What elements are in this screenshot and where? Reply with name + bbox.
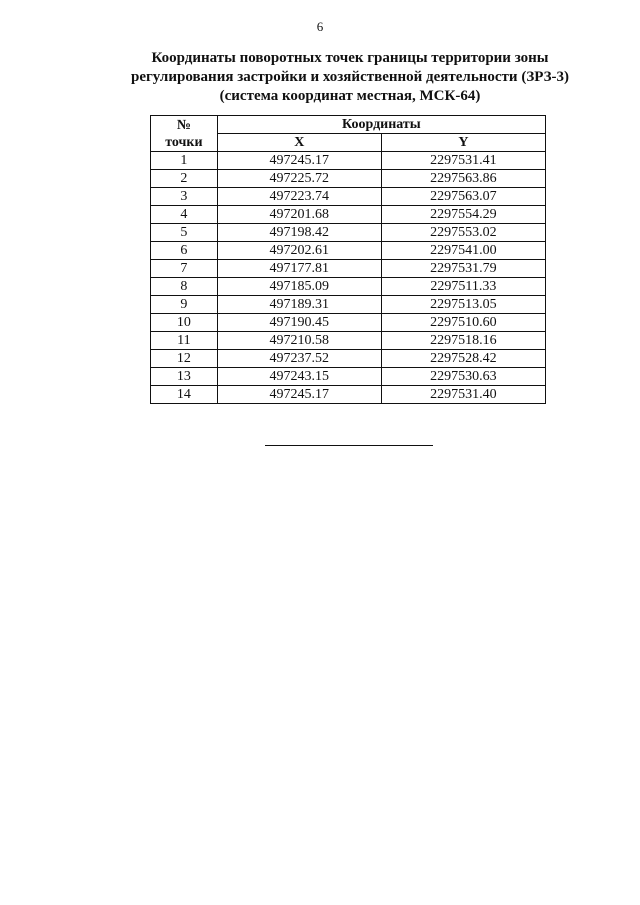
cell-y: 2297510.60 [381, 314, 545, 332]
cell-x: 497177.81 [217, 260, 381, 278]
cell-y: 2297563.07 [381, 188, 545, 206]
title-line-3: (система координат местная, МСК-64) [219, 88, 481, 104]
title-line-1: Координаты поворотных точек границы территории зоны [151, 50, 549, 66]
header-coordinates: Координаты [217, 116, 545, 134]
cell-point-number: 5 [151, 224, 218, 242]
cell-x: 497210.58 [217, 332, 381, 350]
cell-point-number: 2 [151, 170, 218, 188]
table-row [151, 188, 546, 206]
cell-point-number: 11 [151, 332, 218, 350]
cell-y: 2297541.00 [381, 242, 545, 260]
table-body [151, 152, 546, 404]
cell-y: 2297553.02 [381, 224, 545, 242]
table-row [151, 350, 546, 368]
coordinates-table [150, 115, 546, 404]
table-row [151, 278, 546, 296]
cell-point-number: 6 [151, 242, 218, 260]
table-row [151, 152, 546, 170]
cell-x: 497190.45 [217, 314, 381, 332]
table-row [151, 242, 546, 260]
cell-x: 497245.17 [217, 152, 381, 170]
cell-point-number: 12 [151, 350, 218, 368]
table-row [151, 314, 546, 332]
cell-x: 497237.52 [217, 350, 381, 368]
table-header-row [151, 116, 546, 134]
cell-y: 2297531.41 [381, 152, 545, 170]
table-row [151, 260, 546, 278]
cell-point-number: 4 [151, 206, 218, 224]
header-point-number [151, 116, 218, 152]
table-row [151, 368, 546, 386]
cell-point-number: 9 [151, 296, 218, 314]
cell-x: 497223.74 [217, 188, 381, 206]
cell-point-number: 8 [151, 278, 218, 296]
header-point-number-line2: точки [165, 134, 203, 150]
page-number: 6 [316, 19, 324, 34]
header-x: X [217, 134, 381, 152]
table-row [151, 332, 546, 350]
cell-point-number: 3 [151, 188, 218, 206]
cell-point-number: 13 [151, 368, 218, 386]
cell-y: 2297530.63 [381, 368, 545, 386]
table-row [151, 170, 546, 188]
cell-x: 497202.61 [217, 242, 381, 260]
table-row [151, 206, 546, 224]
title-line-2: регулирования застройки и хозяйственной деятельности (ЗРЗ-3) [130, 69, 569, 85]
cell-y: 2297518.16 [381, 332, 545, 350]
cell-point-number: 7 [151, 260, 218, 278]
cell-x: 497185.09 [217, 278, 381, 296]
cell-y: 2297531.79 [381, 260, 545, 278]
table-row [151, 386, 546, 404]
cell-x: 497225.72 [217, 170, 381, 188]
cell-point-number: 1 [151, 152, 218, 170]
cell-y: 2297554.29 [381, 206, 545, 224]
cell-x: 497243.15 [217, 368, 381, 386]
table-row [151, 296, 546, 314]
cell-y: 2297531.40 [381, 386, 545, 404]
cell-x: 497189.31 [217, 296, 381, 314]
end-rule-line [265, 445, 433, 446]
header-y: Y [381, 134, 545, 152]
header-point-number-line1: № [176, 117, 191, 133]
cell-y: 2297563.86 [381, 170, 545, 188]
cell-y: 2297513.05 [381, 296, 545, 314]
document-title [60, 49, 640, 106]
cell-x: 497198.42 [217, 224, 381, 242]
cell-y: 2297511.33 [381, 278, 545, 296]
cell-x: 497201.68 [217, 206, 381, 224]
cell-point-number: 14 [151, 386, 218, 404]
cell-x: 497245.17 [217, 386, 381, 404]
cell-point-number: 10 [151, 314, 218, 332]
cell-y: 2297528.42 [381, 350, 545, 368]
table-row [151, 224, 546, 242]
